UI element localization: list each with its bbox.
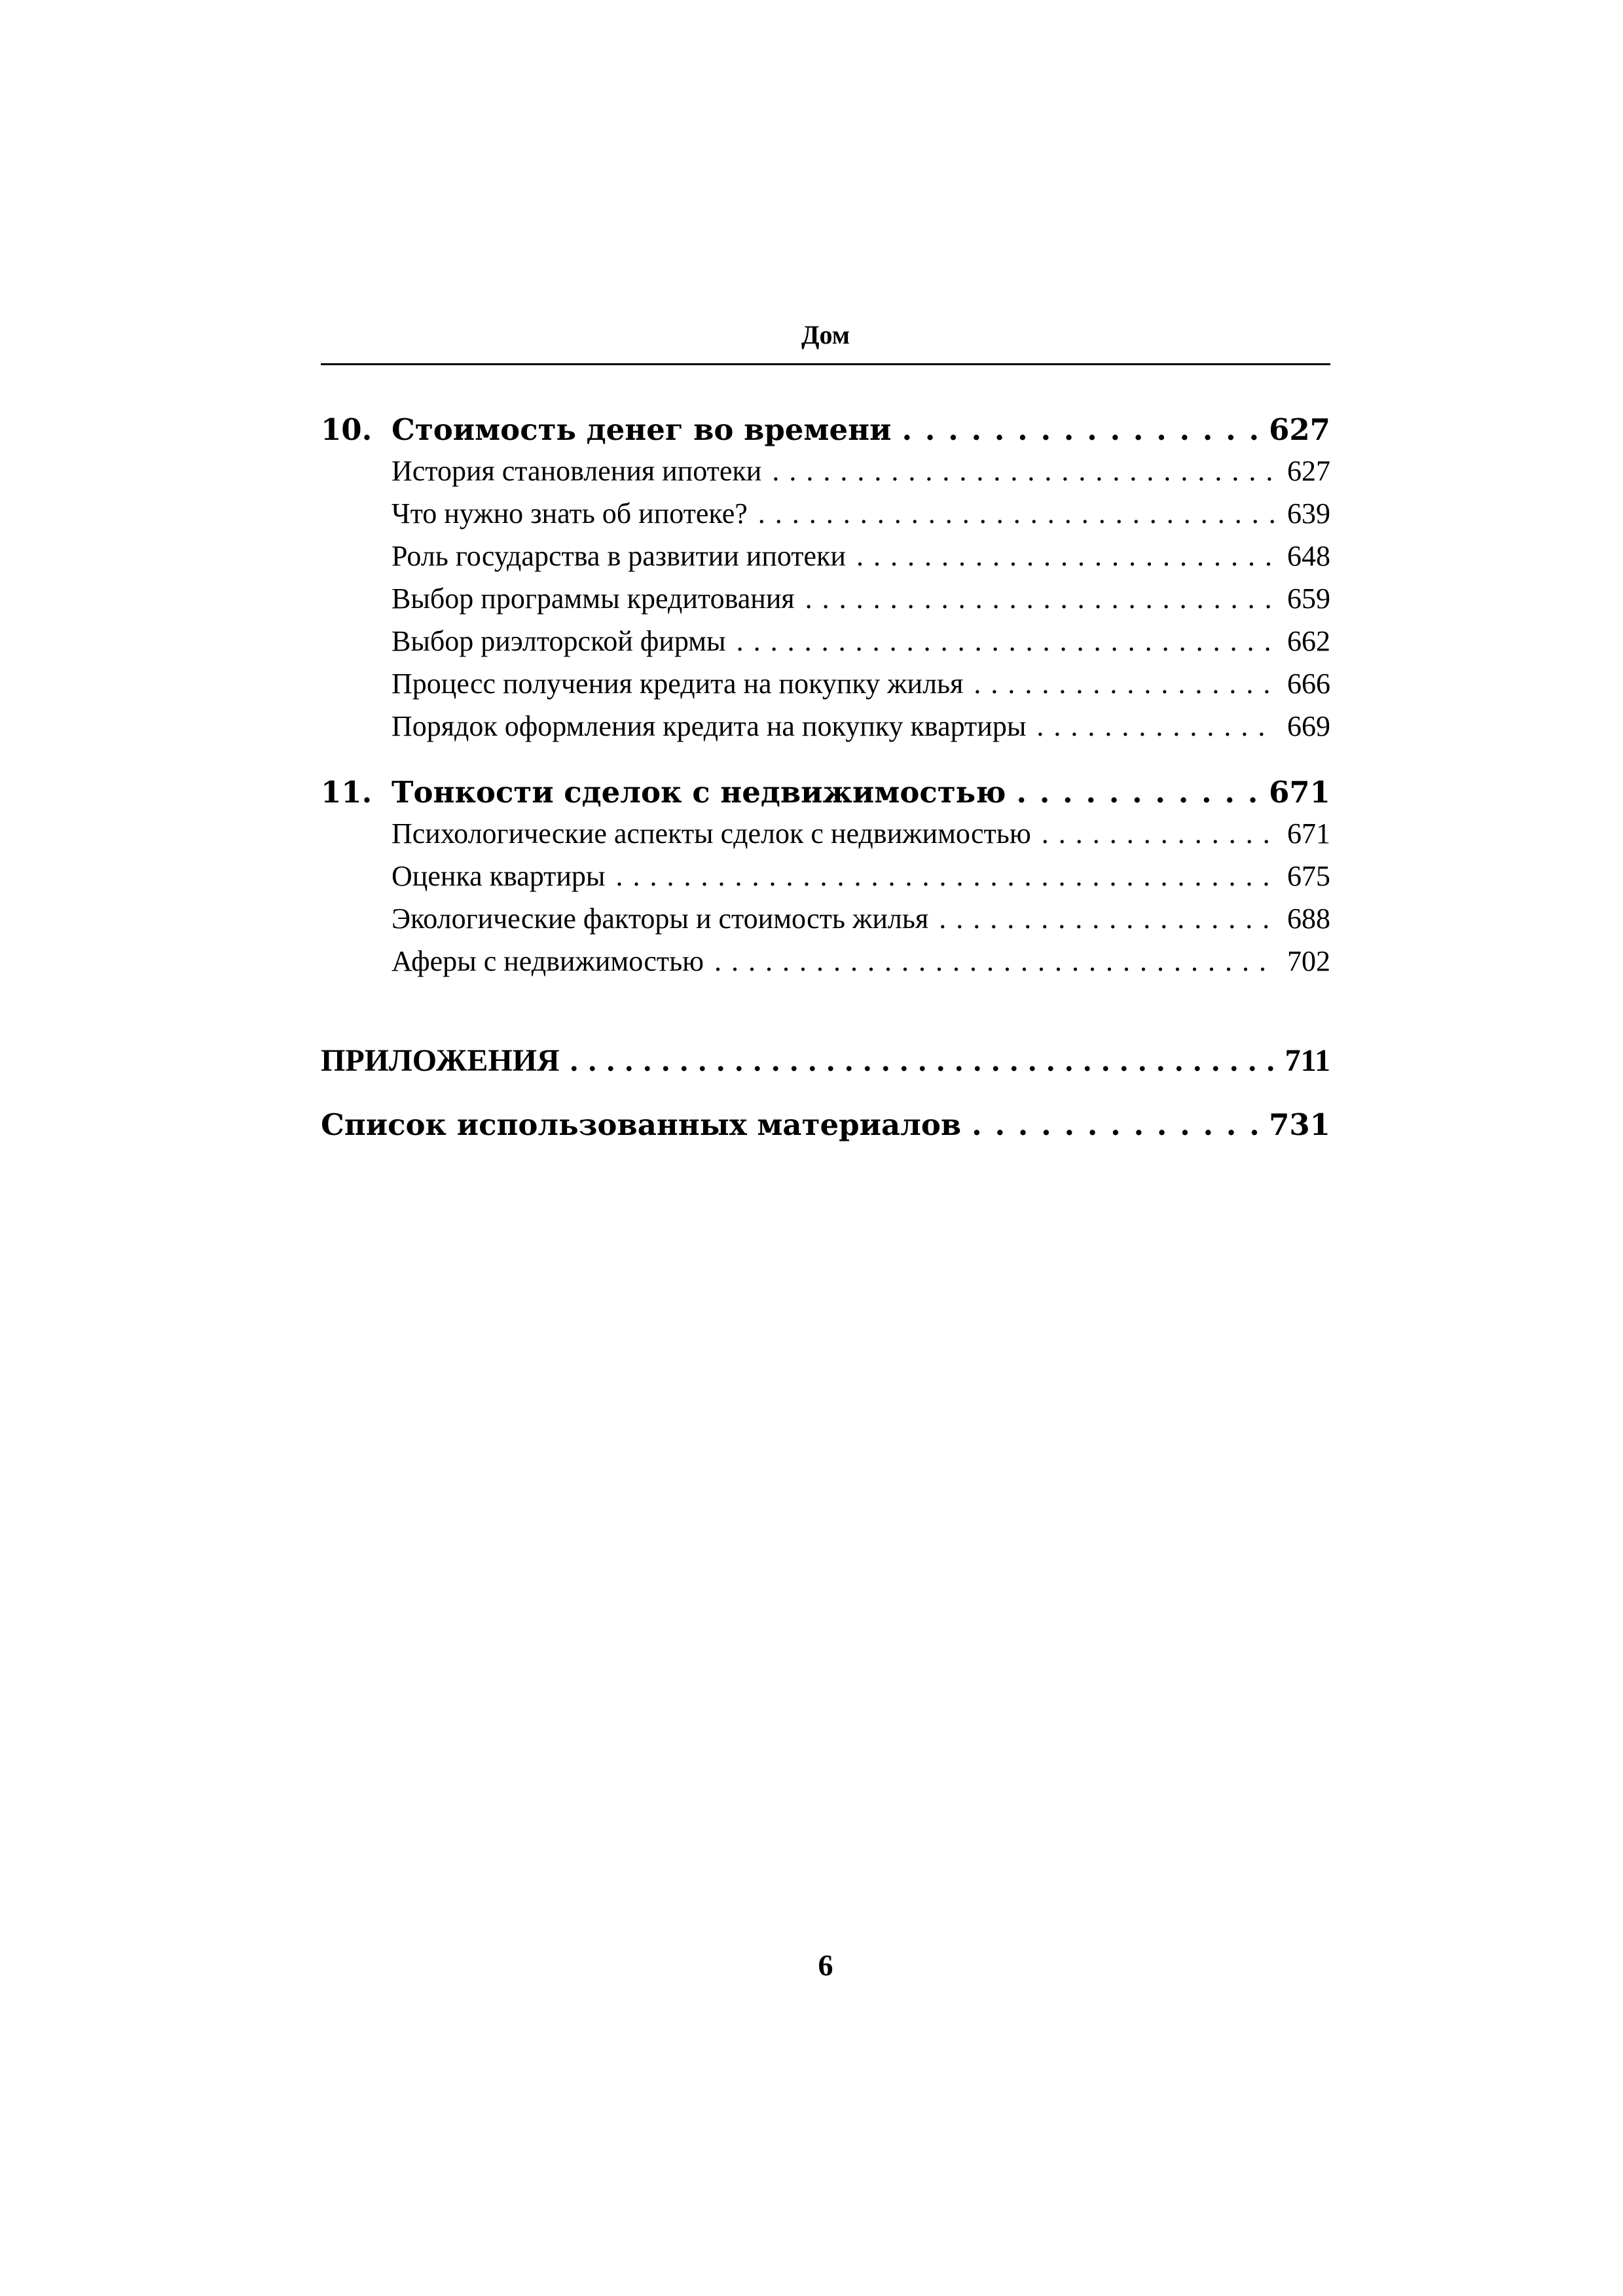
toc-sources[interactable] <box>321 1107 1330 1149</box>
section-page: 688 <box>1287 903 1330 935</box>
page-number: 6 <box>818 1948 833 1982</box>
chapter-page: 671 <box>1269 775 1330 810</box>
section-page: 666 <box>1287 668 1330 700</box>
chapter-title: Тонкости сделок с недвижимостью <box>392 775 1006 810</box>
section-page: 662 <box>1287 625 1330 657</box>
appendix-page: 711 <box>1285 1043 1330 1078</box>
toc-section[interactable] <box>321 667 1330 709</box>
appendix-title: ПРИЛОЖЕНИЯ <box>321 1043 560 1078</box>
toc-section[interactable] <box>321 709 1330 752</box>
toc-section[interactable] <box>321 859 1330 902</box>
section-title: Что нужно знать об ипотеке? <box>392 497 748 529</box>
toc-section[interactable] <box>321 902 1330 944</box>
section-title: Порядок оформления кредита на покупку квартиры <box>392 710 1027 742</box>
dot-leader <box>616 859 1275 893</box>
chapter-page: 627 <box>1269 412 1330 447</box>
toc-section[interactable] <box>321 539 1330 582</box>
section-title: История становления ипотеки <box>392 455 762 487</box>
chapter-number: 10. <box>321 412 373 447</box>
toc-section[interactable] <box>321 454 1330 497</box>
dot-leader <box>714 944 1274 978</box>
sources-page: 731 <box>1269 1107 1330 1142</box>
section-title: Аферы с недвижимостью <box>392 945 704 977</box>
dot-leader <box>1036 709 1274 743</box>
section-page: 648 <box>1287 540 1330 572</box>
toc-chapter-10[interactable] <box>321 412 1330 454</box>
dot-leader <box>805 582 1274 615</box>
dot-leader <box>570 1043 1274 1079</box>
dot-leader <box>972 1107 1265 1142</box>
chapter-title: Стоимость денег во времени <box>392 412 892 447</box>
chapter-number: 11. <box>321 775 373 810</box>
toc-section[interactable] <box>321 624 1330 667</box>
dot-leader <box>758 497 1274 530</box>
section-page: 671 <box>1287 817 1330 850</box>
dot-leader <box>974 667 1274 700</box>
section-page: 675 <box>1287 860 1330 892</box>
sources-title: Список использованных материалов <box>321 1107 962 1142</box>
toc-section[interactable] <box>321 944 1330 987</box>
dot-leader <box>902 412 1265 447</box>
header-rule <box>321 363 1330 365</box>
toc-section[interactable] <box>321 817 1330 859</box>
section-page: 639 <box>1287 497 1330 529</box>
dot-leader <box>856 539 1274 573</box>
section-title: Роль государства в развитии ипотеки <box>392 540 846 572</box>
dot-leader <box>737 624 1274 658</box>
dot-leader <box>1042 817 1274 850</box>
section-title: Экологические факторы и стоимость жилья <box>392 903 929 935</box>
section-title: Выбор программы кредитования <box>392 583 795 615</box>
toc-section[interactable] <box>321 497 1330 539</box>
toc-section[interactable] <box>321 582 1330 624</box>
section-title: Процесс получения кредита на покупку жилья <box>392 668 964 700</box>
table-of-contents <box>321 412 1330 1149</box>
section-page: 702 <box>1287 945 1330 977</box>
section-title: Психологические аспекты сделок с недвижимостью <box>392 817 1031 850</box>
section-page: 669 <box>1287 710 1330 742</box>
toc-appendix[interactable] <box>321 1043 1330 1085</box>
section-page: 659 <box>1287 583 1330 615</box>
dot-leader <box>1016 775 1265 810</box>
section-page: 627 <box>1287 455 1330 487</box>
dot-leader <box>772 454 1274 488</box>
running-head: Дом <box>801 320 850 350</box>
section-title: Оценка квартиры <box>392 860 606 892</box>
dot-leader <box>939 902 1274 935</box>
toc-chapter-11[interactable] <box>321 775 1330 817</box>
section-title: Выбор риэлторской фирмы <box>392 625 726 657</box>
